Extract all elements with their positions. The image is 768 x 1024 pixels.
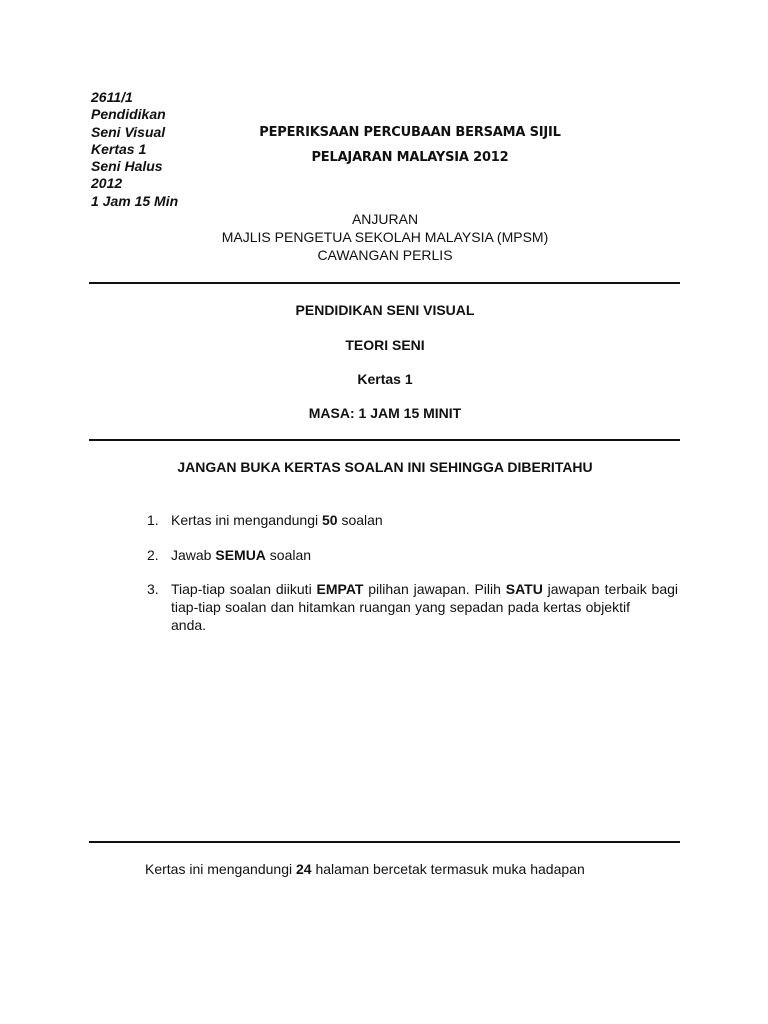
footer-pages: 24 <box>296 861 312 877</box>
organizer-label: ANJURAN <box>351 211 419 227</box>
meta-subject-line2: Seni Visual <box>91 123 166 140</box>
exam-title-line1: PEPERIKSAAN PERCUBAAN BERSAMA SIJIL <box>259 125 561 140</box>
instruction-text: Kertas ini mengandungi <box>171 512 322 528</box>
instruction-text: jawapan terbaik bagi tiap-tiap soalan dan hitamkan ruangan yang sepadan pada kertas objektif <box>171 581 678 615</box>
subject-time: MASA: 1 JAM 15 MINIT <box>308 405 462 421</box>
subject-section: TEORI SENI <box>345 337 425 353</box>
organizer-body: MAJLIS PENGETUA SEKOLAH MALAYSIA (MPSM) <box>221 229 549 245</box>
instruction-text: soalan <box>265 547 312 563</box>
instruction-text: soalan <box>337 512 383 528</box>
organizer-branch: CAWANGAN PERLIS <box>317 247 453 263</box>
meta-component: Seni Halus <box>91 158 163 175</box>
instruction-emphasis: SEMUA <box>215 547 266 563</box>
footer-text: halaman bercetak termasuk muka hadapan <box>311 861 585 877</box>
meta-duration: 1 Jam 15 Min <box>91 192 179 209</box>
subject-paper: Kertas 1 <box>357 371 413 387</box>
meta-subject-line1: Pendidikan <box>91 106 166 123</box>
divider-middle <box>89 439 680 441</box>
footer-page-count <box>145 861 585 877</box>
instruction-emphasis: EMPAT <box>316 581 364 597</box>
instruction-number: 1. <box>147 512 159 528</box>
divider-top <box>89 282 680 284</box>
divider-bottom <box>89 841 680 843</box>
meta-year: 2012 <box>91 175 123 192</box>
instruction-2 <box>147 546 678 564</box>
meta-paper: Kertas 1 <box>91 140 147 157</box>
exam-title-line2: PELAJARAN MALAYSIA 2012 <box>311 150 509 165</box>
instruction-number: 2. <box>147 547 159 563</box>
footer-text: Kertas ini mengandungi <box>145 861 296 877</box>
instruction-text: pilihan jawapan. Pilih <box>363 581 506 597</box>
paper-code: 2611/1 <box>91 89 133 105</box>
instruction-text: Tiap-tiap soalan diikuti <box>171 581 317 597</box>
instruction-text: Jawab <box>171 547 216 563</box>
instruction-emphasis: SATU <box>505 581 543 597</box>
instruction-number: 3. <box>147 581 159 597</box>
organizer-block <box>135 210 635 264</box>
instruction-1 <box>147 511 678 529</box>
instruction-emphasis: 50 <box>322 512 338 528</box>
instruction-3 <box>147 580 678 634</box>
instruction-text: anda. <box>171 617 207 633</box>
subject-name: PENDIDIKAN SENI VISUAL <box>295 302 475 318</box>
warning-text: JANGAN BUKA KERTAS SOALAN INI SEHINGGA DIBERITAHU <box>177 459 593 475</box>
